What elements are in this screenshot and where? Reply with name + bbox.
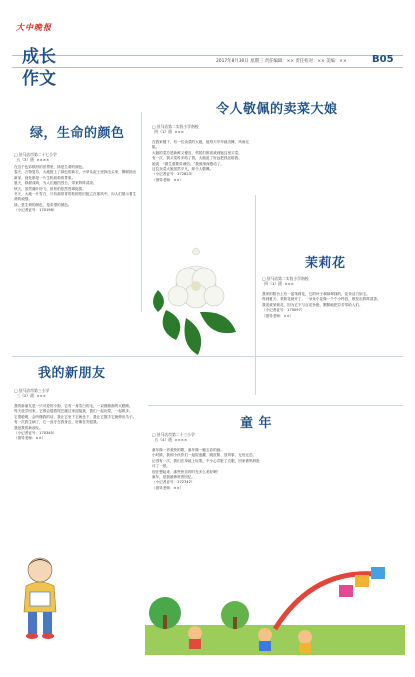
article-byline: □ 驻马店第二实验小学南校 四（1）班 ××× [262, 276, 309, 287]
article-title: 令人敬佩的卖菜大娘 [216, 102, 338, 117]
child-reading-illustration [16, 552, 66, 642]
article-byline: □ 驻马店市第二十七小学 五（3）班 ×××× [14, 152, 57, 163]
article-body: 我家的阳台上有一盆茉莉花，它的叶子翠绿翠绿的，花朵洁白如玉。 每到夏天，茉莉花就开了，一朵朵小花像一个个小铃铛，散发出阵阵清香。 我喜欢茉莉花，因为它不与百花争艳，默默地把芬芳带给人们。 （小记者证号：170097） （指导老师：××） [262, 292, 381, 318]
brand-logo: 大中晚报 [16, 23, 52, 32]
column-divider [255, 195, 256, 395]
article-byline: □ 驻马店市第三小学 三（2）班 ××× [14, 388, 50, 399]
date-line: 2017年8月30日 星期三 责任编辑：×× 责任校对：×× 美编：×× [216, 59, 347, 64]
page-number: B05 [372, 54, 394, 65]
article-byline: □ 驻马店第二实验小学南校 四（1）班 ××× [152, 124, 199, 135]
article-body-continued [262, 122, 402, 212]
article-title: 我的新朋友 [38, 366, 106, 381]
article-byline: □ 驻马店市第二十三小学 五（4）班 ×××× [152, 432, 195, 443]
article-body: 在这个色彩缤纷的世界里，绿是生命的颜色。 春天，万物复苏，大地披上了绿色的新衣，小草从泥土里探出头来，柳树抽出新芽，到处都是一片生机勃勃的景象。 夏天，绿树成荫，为人们遮挡烈日，带来阵阵清凉。 秋天，虽然落叶纷飞，但松柏依然苍翠挺拔。 冬天，大地一片雪白，只有那常青的松树依旧挺立在寒风中，向人们展示着生命的顽强。 绿，是生命的颜色，是希望的颜色。 （小记者证号：170196） [14, 165, 137, 213]
article-title: 童 年 [240, 416, 273, 431]
childhood-cartoon-illustration [145, 555, 405, 655]
section-title: 成长 作文 [22, 47, 56, 89]
article-title: 绿，生命的颜色 [30, 126, 125, 141]
article-body-continued [266, 432, 402, 552]
header-rule-bottom [12, 67, 403, 68]
column-divider [141, 112, 142, 312]
article-body: 在我家楼下，有一位卖菜的大娘，她每天早早就出摊，风雨无阻。 大娘的菜总是新鲜又便宜，邻居们都喜欢到她这里买菜。 有一次，我买菜时多给了钱，大娘追了好远把钱还给我。 她说：“做生意要讲诚信。”我被深深感动了。 这位卖菜大娘虽然平凡，却令人敬佩。 （小记者证号：172823） （指导老师：××） [152, 140, 250, 182]
article-body: 童年像一首欢快的歌，童年像一幅五彩的画。 小时候，我和小伙伴们一起捉迷藏、跳皮筋、放风筝，无忧无虑。 记得有一次，我们在草地上玩耍，不小心弄脏了衣服，回家被妈妈批评了一顿。 现在想起来，那些快乐的时光多么美好啊！ 童年，是我最珍贵的回忆。 （小记者证号：172742） （指导老师：××） [152, 448, 260, 490]
jasmine-flower-illustration [148, 240, 250, 360]
row-divider [148, 405, 403, 406]
article-body: 我的新朋友是一只可爱的小狗，它有一身雪白的毛，一双圆溜溜的大眼睛。 每天放学回家，它都会摇着尾巴跑过来迎接我，我们一起玩耍，一起散步。 它很聪明，会听懂我的话，我让它坐下它就坐下，我让它握手它就伸出爪子。 有一次我生病了，它一直守在我身边，好像在安慰我。 我爱我的新朋友。 （小记者证号：170340） （指导老师：××） [14, 404, 137, 441]
article-title: 茉莉花 [305, 256, 346, 271]
header-rule-top [12, 55, 403, 56]
